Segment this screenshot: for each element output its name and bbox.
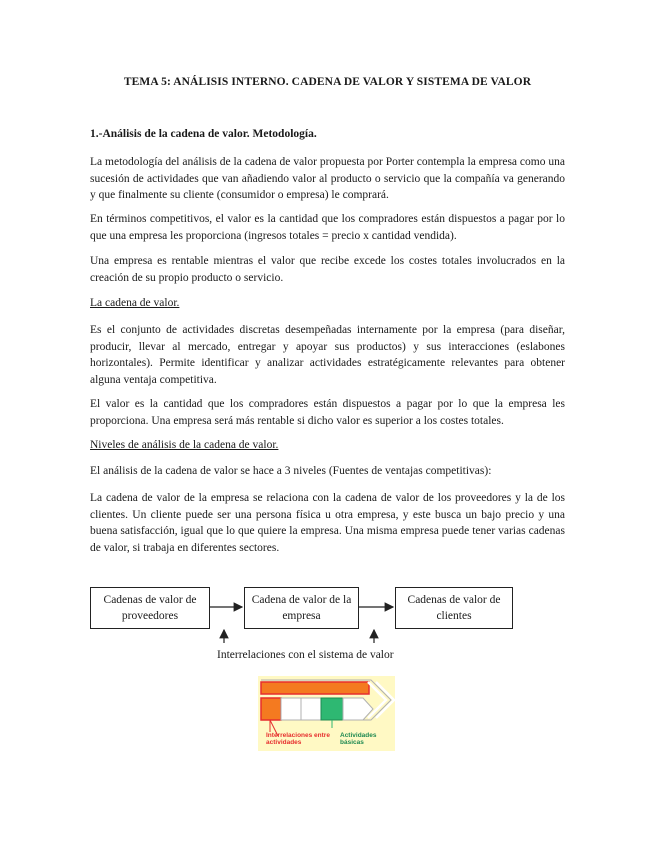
support-activities-bar	[261, 682, 369, 694]
primary-activity-3	[301, 698, 321, 720]
paragraph-relations: La cadena de valor de la empresa se relaciona con la cadena de valor de los proveedores y la de los clientes. Un cliente puede ser una persona física u otra empresa, y este busca un bajo precio y una buena satisfacción, igual que lo que quiere la empresa. Una misma empresa puede tener varias cadenas de valor, si trabaja en diferentes sectores.	[90, 492, 565, 554]
subheading-analysis-levels: Niveles de análisis de la cadena de valor.	[90, 439, 279, 451]
paragraph-value-definition: En términos competitivos, el valor es la cantidad que los compradores están dispuestos a pagar por lo que una empresa les proporciona (ingresos totales = precio x cantidad vendida).	[90, 213, 565, 242]
label-interrelations: Interrelaciones entre actividades	[266, 732, 330, 746]
box-clients-label: Cadenas de valor de clientes	[407, 594, 501, 622]
section-heading: 1.-Análisis de la cadena de valor. Metodología.	[90, 128, 317, 140]
primary-activity-4	[321, 698, 343, 720]
diagram-caption: Interrelaciones con el sistema de valor	[217, 649, 394, 661]
page-title: TEMA 5: ANÁLISIS INTERNO. CADENA DE VALOR Y SISTEMA DE VALOR	[123, 76, 532, 88]
box-company-label: Cadena de valor de la empresa	[251, 594, 352, 622]
paragraph-value-amount: El valor es la cantidad que los compradores están dispuestos a pagar por lo que la empresa les proporciona. Una empresa será más rentable si dicho valor es superior a los costes totales.	[90, 398, 565, 427]
value-chain-figure	[258, 676, 395, 751]
paragraph-profitability: Una empresa es rentable mientras el valor que recibe excede los costes totales involucrados en la creación de su propio producto o servicio.	[90, 255, 565, 284]
primary-activity-2	[281, 698, 301, 720]
paragraph-three-levels: El análisis de la cadena de valor se hace a 3 niveles (Fuentes de ventajas competitivas):	[90, 465, 492, 477]
margin-chevron-inner	[368, 682, 386, 718]
subheading-value-chain: La cadena de valor.	[90, 297, 180, 309]
label-basic-activities: Actividades básicas	[340, 732, 377, 746]
paragraph-value-chain-definition: Es el conjunto de actividades discretas desempeñadas internamente por la empresa (para diseñar, producir, llevar al mercado, entregar y apoyar sus productos) y sus interacciones (eslabones horizontales). Permite identificar y analizar actividades estratégicamente relevantes para obtener alguna ventaja competitiva.	[90, 324, 565, 386]
primary-activity-1	[261, 698, 281, 720]
paragraph-methodology: La metodología del análisis de la cadena de valor propuesta por Porter contempla la empresa como una sucesión de actividades que van añadiendo valor al producto o servicio que la compañía va generando y que finalmente su cliente (consumidor o empresa) le comprará.	[90, 156, 565, 201]
box-suppliers-label: Cadenas de valor de proveedores	[103, 594, 197, 622]
